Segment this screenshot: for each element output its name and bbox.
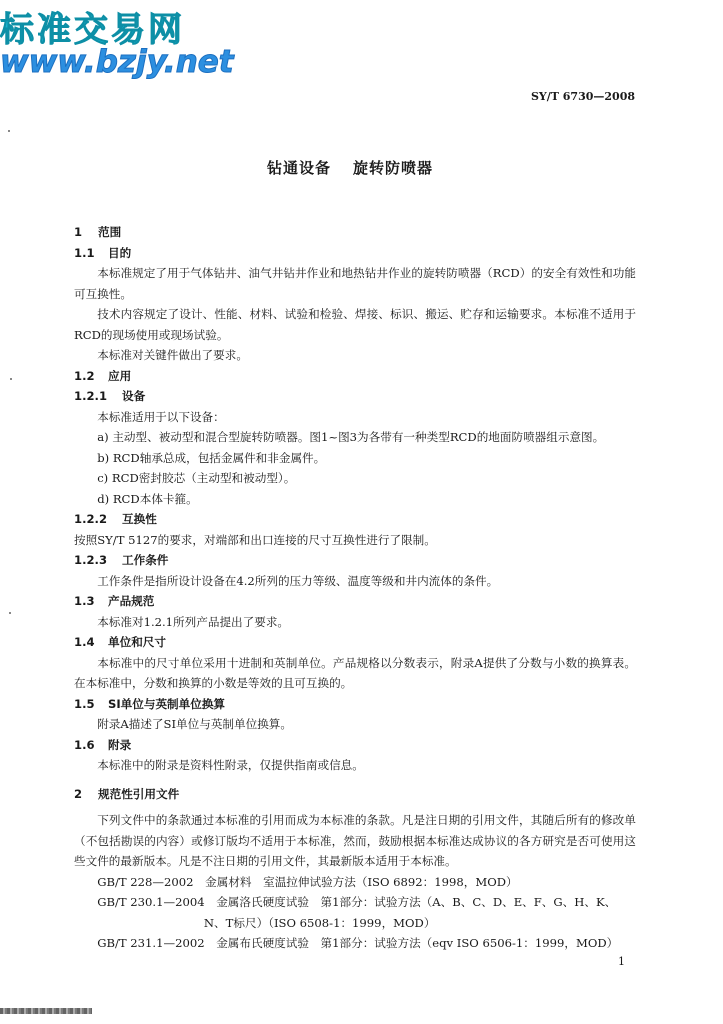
section-1-6-heading: 1.6 附录 bbox=[74, 737, 132, 752]
section-1-5-heading: 1.5 SI单位与英制单位换算 bbox=[74, 696, 226, 711]
page-number: 1 bbox=[618, 955, 625, 968]
section-1-1-heading: 1.1 目的 bbox=[74, 245, 132, 260]
scan-speck bbox=[8, 130, 10, 132]
list-item: a) 主动型、被动型和混合型旋转防喷器。图1~图3为各带有一种类型RCD的地面防喷器组示意图。 bbox=[97, 430, 605, 444]
watermark-site-url: www.bzjy.net bbox=[0, 44, 234, 80]
section-2-heading: 2 规范性引用文件 bbox=[74, 786, 180, 801]
title-part-2: 旋转防喷器 bbox=[353, 159, 434, 177]
section-1-1-para-1: 本标准规定了用于气体钻井、油气井钻井作业和地热钻井作业的旋转防喷器（RCD）的安全有效性和功能可互换性。 bbox=[74, 266, 636, 301]
section-1-3-para-1: 本标准对1.2.1所列产品提出了要求。 bbox=[97, 614, 290, 629]
section-1-4-para-1: 本标准中的尺寸单位采用十进制和英制单位。产品规格以分数表示，附录A提供了分数与小数的换算表。在本标准中，分数和换算的小数是等效的且可互换的。 bbox=[74, 655, 636, 690]
list-item: c) RCD密封胶芯（主动型和被动型）。 bbox=[97, 471, 296, 485]
section-1-2-2-para-1: 按照SY/T 5127的要求，对端部和出口连接的尺寸互换性进行了限制。 bbox=[74, 532, 436, 547]
reference-item: GB/T 228—2002 金属材料 室温拉伸试验方法（ISO 6892：1998，MOD） bbox=[97, 874, 518, 889]
section-1-1-para-2: 技术内容规定了设计、性能、材料、试验和检验、焊接、标识、搬运、贮存和运输要求。本标准不适用于RCD的现场使用或现场试验。 bbox=[74, 307, 636, 342]
section-2-para-1: 下列文件中的条款通过本标准的引用而成为本标准的条款。凡是注日期的引用文件，其随后所有的修改单（不包括勘误的内容）或修订版均不适用于本标准，然而，鼓励根据本标准达成协议的各方研究是否可使用这些文件的最新版本。凡是不注日期的引用文件，其最新版本适用于本标准。 bbox=[74, 813, 636, 868]
list-item: d) RCD本体卡箍。 bbox=[97, 491, 198, 506]
section-1-2-1-heading: 1.2.1 设备 bbox=[74, 389, 146, 403]
list-item: b) RCD轴承总成，包括金属件和非金属件。 bbox=[97, 450, 326, 465]
scan-artifact bbox=[0, 1008, 92, 1014]
document-body bbox=[74, 222, 636, 954]
watermark-site-name: 标准交易网 bbox=[0, 10, 185, 50]
section-1-1-para-3: 本标准对关键件做出了要求。 bbox=[97, 348, 248, 362]
section-1-2-3-heading: 1.2.3 工作条件 bbox=[74, 553, 169, 567]
scan-speck bbox=[10, 378, 12, 380]
section-1-2-heading: 1.2 应用 bbox=[74, 368, 132, 383]
section-1-2-1-para-1: 本标准适用于以下设备： bbox=[97, 409, 225, 424]
section-1-5-para-1: 附录A描述了SI单位与英制单位换算。 bbox=[97, 717, 292, 731]
reference-item: GB/T 231.1—2002 金属布氏硬度试验 第1部分：试验方法（eqv ISO 6506-1：1999，MOD） bbox=[97, 936, 619, 950]
section-1-heading: 1 范围 bbox=[74, 225, 122, 239]
document-title bbox=[0, 157, 700, 178]
section-1-3-heading: 1.3 产品规范 bbox=[74, 594, 155, 608]
title-part-1: 钻通设备 bbox=[266, 159, 331, 177]
section-1-6-para-1: 本标准中的附录是资料性附录，仅提供指南或信息。 bbox=[97, 758, 364, 772]
section-1-2-2-heading: 1.2.2 互换性 bbox=[74, 512, 157, 526]
section-1-2-3-para-1: 工作条件是指所设计设备在4.2所列的压力等级、温度等级和井内流体的条件。 bbox=[97, 573, 499, 588]
scan-speck bbox=[9, 612, 11, 614]
document-number: SY/T 6730—2008 bbox=[530, 90, 635, 103]
section-1-4-heading: 1.4 单位和尺寸 bbox=[74, 635, 166, 649]
reference-item: GB/T 230.1—2004 金属洛氏硬度试验 第1部分：试验方法（A、B、C、D、E、F、G、H、K、N、T标尺）（ISO 6508-1：1999，MOD） bbox=[97, 895, 617, 930]
